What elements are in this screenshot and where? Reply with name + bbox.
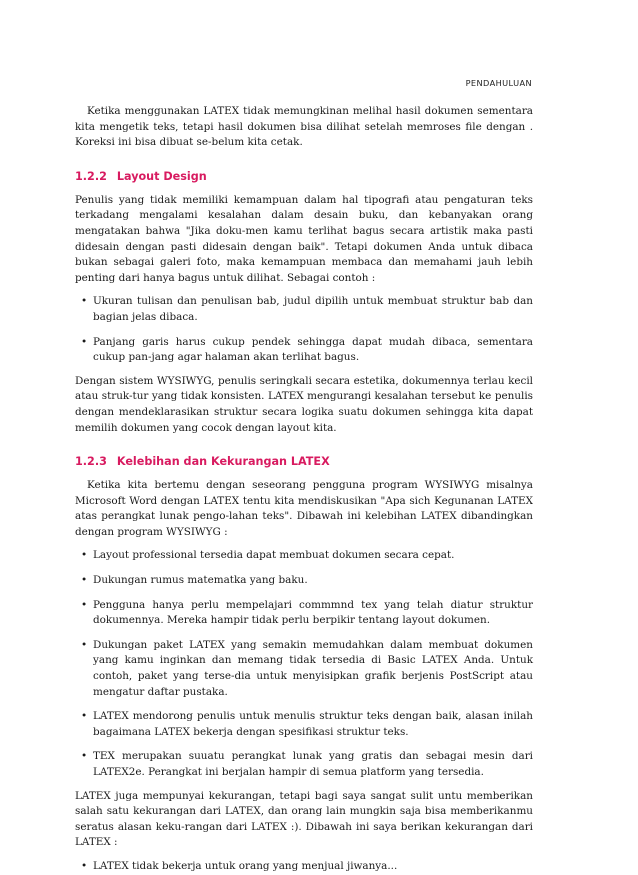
list-item: • Pengguna hanya perlu mempelajari commmnd tex yang telah diatur struktur dokumennya. Mereka hampir tidak perlu berpikir tentang layout dokumen. <box>81 598 533 627</box>
section-number: 1.2.3 <box>75 455 107 469</box>
section-heading-layout-design <box>75 169 533 185</box>
bullet-icon: • <box>81 859 88 872</box>
bullet-icon: • <box>81 598 88 611</box>
list-item: • Dukungan rumus matematka yang baku. <box>75 573 533 589</box>
list-item: • Layout professional tersedia dapat membuat dokumen secara cepat. <box>75 548 533 564</box>
bullet-icon: • <box>81 335 88 348</box>
paragraph: Dengan sistem WYSIWYG, penulis seringkali secara estetika, dokumennya terlau kecil atau struk-tur yang tidak konsisten. LATEX mengurangi kesalahan tersebut ke penulis dengan mendeklarasikan struktur secara logika suatu dokumen sehingga kita dapat memilih dokumen yang cocok dengan layout kita. <box>75 374 533 434</box>
section-heading-kelebihan-kekurangan <box>75 454 533 470</box>
list-item: • Dukungan paket LATEX yang semakin memudahkan dalam membuat dokumen yang kamu inginkan dan memang tidak tersedia di Basic LATEX Anda. Untuk contoh, paket yang terse-dia untuk menyisipkan grafik berjenis PostScript atau mengatur daftar pustaka. <box>81 638 533 698</box>
intro-paragraph: Ketika menggunakan LATEX tidak memungkinan melihal hasil dokumen sementara kita mengetik teks, tetapi hasil dokumen bisa dilihat setelah memroses file dengan . Koreksi ini bisa dibuat se-belum kita cetak. <box>75 105 533 149</box>
bullet-list <box>75 294 533 365</box>
running-header: PENDAHULUAN <box>465 78 532 88</box>
list-item: • LATEX mendorong penulis untuk menulis struktur teks dengan baik, alasan inilah bagaimana LATEX bekerja dengan spesifikasi struktur teks. <box>81 710 533 738</box>
bullet-icon: • <box>81 750 88 763</box>
bullet-icon: • <box>81 295 88 308</box>
bullet-icon: • <box>81 638 88 651</box>
body-text <box>75 104 533 875</box>
paragraph: LATEX juga mempunyai kekurangan, tetapi bagi saya sangat sulit untu memberikan salah satu kekurangan dari LATEX, dan orang lain mungkin saja bisa memberikanmu seratus alasan keku-rangan dari LATEX :). Dibawah ini saya berikan kekurangan dari LATEX : <box>75 789 533 849</box>
bullet-icon: • <box>81 710 88 723</box>
paragraph: Penulis yang tidak memiliki kemampuan dalam hal tipografi atau pengaturan teks terkadang mengalami kesalahan dalam desain buku, dan kebanyakan orang mengatakan bahwa "Jika doku-men kamu terlihat bagus secara artistik maka pasti didesain dengan pasti didesain dengan baik". Tetapi dokumen Anda untuk dibaca bukan sebagai galeri foto, maka kemampuan membaca dan memahami jauh lebih penting dari hanya bagus untuk dilihat. Sebagai contoh : <box>75 193 533 284</box>
list-item: • Panjang garis harus cukup pendek sehingga dapat mudah dibaca, sementara cukup pan-jang agar halaman akan terlihat bagus. <box>81 335 533 364</box>
paragraph: Ketika kita bertemu dengan seseorang pengguna program WYSIWYG misalnya Microsoft Word dengan LATEX tentu kita mendiskusikan "Apa sich Kegunanan LATEX atas perangkat lunak pengo-lahan teks". Dibawah ini kelebihan LATEX dibandingkan dengan program WYSIWYG : <box>75 479 533 538</box>
list-item: • TEX merupakan suuatu perangkat lunak yang gratis dan sebagai mesin dari LATEX2e. Perangkat ini berjalan hampir di semua platform yang tersedia. <box>81 750 533 778</box>
bullet-icon: • <box>81 549 88 562</box>
bullet-icon: • <box>81 574 88 587</box>
bullet-list <box>75 859 533 875</box>
list-item: • LATEX tidak bekerja untuk orang yang menjual jiwanya... <box>75 859 533 875</box>
section-title: Kelebihan dan Kekurangan LATEX <box>116 455 330 469</box>
section-number: 1.2.2 <box>75 169 107 183</box>
bullet-list <box>75 548 533 780</box>
list-item: • Ukuran tulisan dan penulisan bab, judul dipilih untuk membuat struktur bab dan bagian jelas dibaca. <box>81 295 533 323</box>
section-title: Layout Design <box>116 169 207 183</box>
